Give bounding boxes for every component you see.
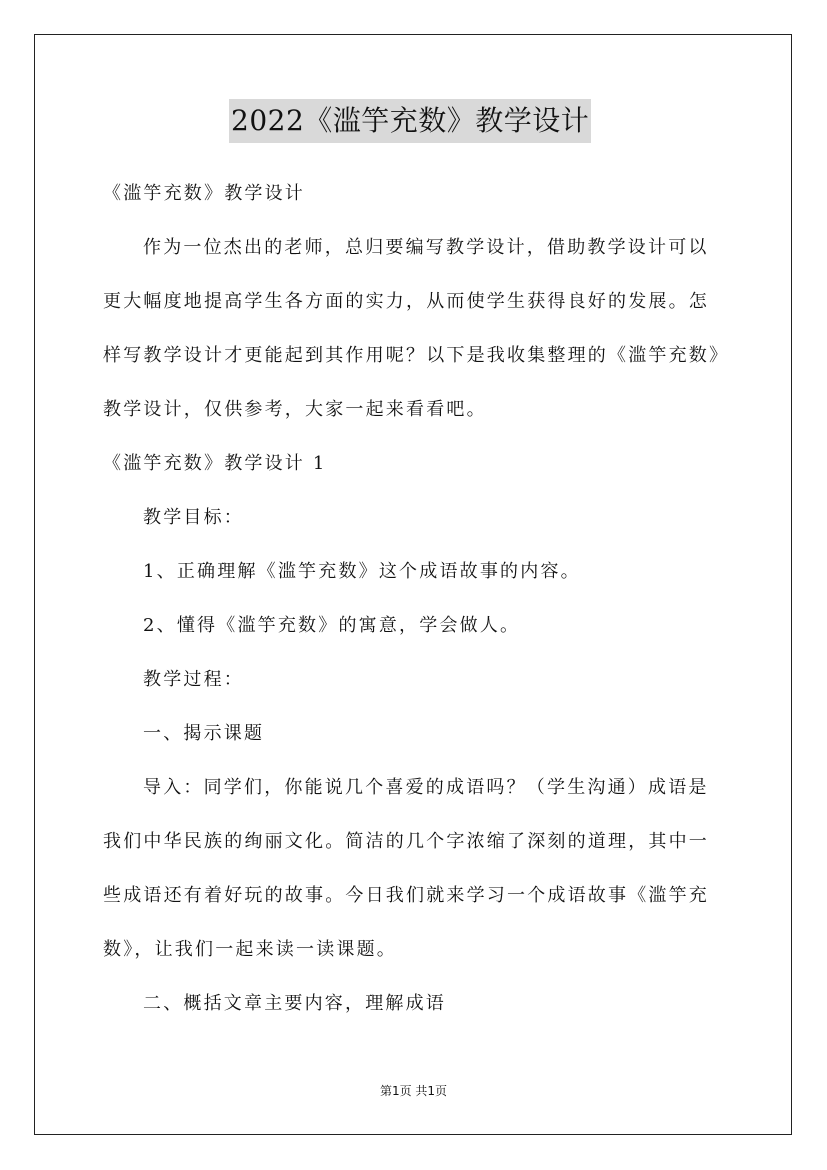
section-title-1: 一、揭示课题 xyxy=(143,723,265,744)
heading-main: 《滥竽充数》教学设计 xyxy=(103,183,305,204)
objectives-label: 教学目标： xyxy=(143,507,244,528)
intro-line-1: 作为一位杰出的老师，总归要编写教学设计，借助教学设计可以 xyxy=(143,237,709,258)
objective-1: 1、正确理解《滥竽充数》这个成语故事的内容。 xyxy=(143,561,581,582)
objective-2: 2、懂得《滥竽充数》的寓意，学会做人。 xyxy=(143,615,521,636)
lead-line-1: 导入：同学们，你能说几个喜爱的成语吗？（学生沟通）成语是 xyxy=(143,777,709,798)
lead-line-2: 我们中华民族的绚丽文化。简洁的几个字浓缩了深刻的道理，其中一 xyxy=(103,831,709,852)
intro-line-4: 教学设计，仅供参考，大家一起来看看吧。 xyxy=(103,399,487,420)
process-label: 教学过程： xyxy=(143,669,244,690)
heading-section-1: 《滥竽充数》教学设计 1 xyxy=(103,453,327,474)
document-title: 2022《滥竽充数》教学设计 xyxy=(229,99,591,143)
lead-line-3: 些成语还有着好玩的故事。今日我们就来学习一个成语故事《滥竽充 xyxy=(103,885,709,906)
section-title-2: 二、概括文章主要内容，理解成语 xyxy=(143,993,446,1014)
page-footer: 第1页 共1页 xyxy=(379,1084,448,1098)
intro-line-2: 更大幅度地提高学生各方面的实力，从而使学生获得良好的发展。怎 xyxy=(103,291,709,312)
intro-line-3: 样写教学设计才更能起到其作用呢？以下是我收集整理的《滥竽充数》 xyxy=(103,345,730,366)
lead-line-4: 数》，让我们一起来读一读课题。 xyxy=(103,939,397,960)
